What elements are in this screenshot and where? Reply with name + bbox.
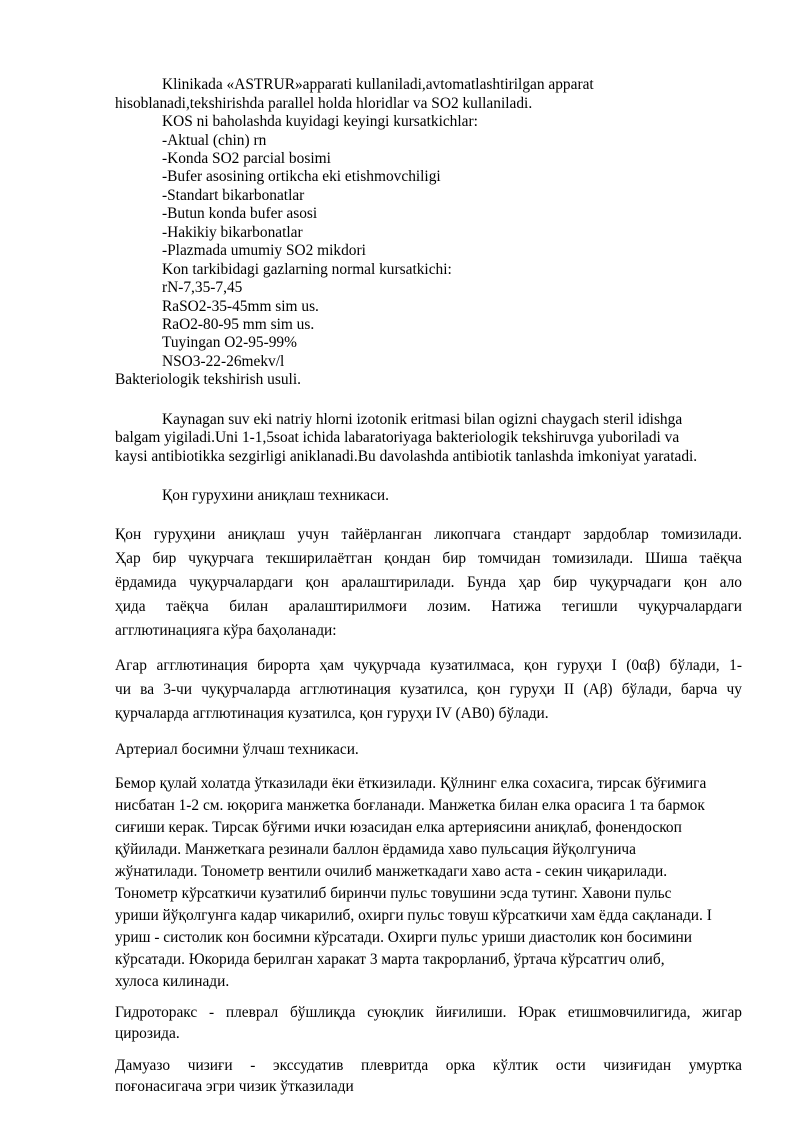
blood-group-line: Агар агглютинация бирорта ҳам чуқурчада кузатилмаса, қон гуруҳи I (0αβ) бўлади, 1- <box>115 657 742 674</box>
blood-group-line: қурчаларда агглютинация кузатилса, қон гуруҳи IV (AB0) бўлади. <box>115 705 549 722</box>
blood-pressure-line: нисбатан 1-2 см. юқорига манжетка боғланади. Манжетка билан елка орасига 1 та бармок <box>115 797 705 814</box>
blood-pressure-line: уриши йўқолгунга кадар чикарилиб, охирги пульс товуш кўрсаткичи хам ёдда сақланади. I <box>115 907 712 924</box>
blood-pressure-line: уриш - систолик кон босимни кўрсатади. Охирги пульс уриши диастолик кон босимини <box>115 929 693 946</box>
blood-group-line: Ҳар бир чуқурчага текширилаётган қондан бир томчидан томизилади. Шиша таёқча <box>115 550 742 567</box>
norms-item: RaO2-80-95 mm sim us. <box>162 316 315 333</box>
intro-line-1: Klinikada «ASTRUR»apparati kullaniladi,avtomatlashtirilgan apparat <box>162 76 594 93</box>
hydrothorax-line: Гидроторакс - плеврал бўшлиқда суюқлик йиғилиши. Юрак етишмовчилигида, жигар <box>115 1004 742 1021</box>
bacterio-heading: Bakteriologik tekshirish usuli. <box>115 371 301 388</box>
blood-pressure-heading: Артериал босимни ўлчаш техникаси. <box>115 741 359 758</box>
damoiseau-line: поғонасигача эгри чизик ўтказилади <box>115 1078 354 1095</box>
blood-group-line: чи ва 3-чи чуқурчаларда агглютинация кузатилса, қон гуруҳи II (Аβ) бўлади, барча чу <box>115 681 742 698</box>
blood-pressure-line: хулоса килинади. <box>115 973 230 990</box>
kos-item: -Standart bikarbonatlar <box>162 187 305 204</box>
kos-item: -Aktual (chin) rn <box>162 132 267 149</box>
hydrothorax-line: цирозида. <box>115 1025 180 1042</box>
kos-heading: KOS ni baholashda kuyidagi keyingi kursatkichlar: <box>162 113 478 130</box>
norms-heading: Kon tarkibidagi gazlarning normal kursatkichi: <box>162 261 452 278</box>
norms-item: RaSO2-35-45mm sim us. <box>162 298 319 315</box>
blood-group-line: Қон гуруҳини аниқлаш учун тайёрланган ликопчага стандарт зардоблар томизилади. <box>115 526 742 543</box>
blood-pressure-line: Тонометр кўрсаткичи кузатилиб биринчи пульс товушини эсда тутинг. Хавони пульс <box>115 885 672 902</box>
kos-item: -Plazmada umumiy SO2 mikdori <box>162 242 366 259</box>
blood-pressure-line: Бемор қулай холатда ўтказилади ёки ёткизилади. Қўлнинг елка сохасига, тирсак бўғимига <box>115 775 707 792</box>
blood-group-line: ёрдамида чуқурчалардаги қон аралаштирилади. Бунда ҳар бир чуқурчадаги қон ало <box>115 574 742 591</box>
bacterio-line: kaysi antibiotikka sezgirligi aniklanadi.Bu davolashda antibiotik tanlashda imkoniyat yaratadi. <box>115 448 698 465</box>
blood-pressure-line: сиғиши керак. Тирсак бўғими ички юзасидан елка артериясини аниқлаб, фонендоскоп <box>115 819 682 836</box>
blood-group-heading: Қон гурухини аниқлаш техникаси. <box>162 487 389 504</box>
blood-pressure-line: кўрсатади. Юкорида берилган харакат 3 марта такрорланиб, ўртача кўрсатгич олиб, <box>115 951 665 968</box>
norms-item: NSO3-22-26mekv/l <box>162 353 285 370</box>
bacterio-line: Kaynagan suv eki natriy hlorni izotonik eritmasi bilan ogizni chaygach steril idishga <box>162 411 683 428</box>
blood-pressure-line: қўйилади. Манжеткага резинали баллон ёрдамида хаво пульсация йўқолгунича <box>115 841 636 858</box>
damoiseau-line: Дамуазо чизиғи - экссудатив плевритда орка кўлтик ости чизиғидан умуртка <box>115 1057 742 1074</box>
intro-line-2: hisoblanadi,tekshirishda parallel holda hloridlar va SO2 kullaniladi. <box>115 95 533 112</box>
blood-group-line: агглютинацияга кўра баҳоланади: <box>115 622 337 639</box>
kos-item: -Butun konda bufer asosi <box>162 205 318 222</box>
norms-item: Tuyingan O2-95-99% <box>162 334 297 351</box>
bacterio-line: balgam yigiladi.Uni 1-1,5soat ichida labaratoriyaga bakteriologik tekshiruvga yuboriladi va <box>115 429 680 446</box>
kos-item: -Bufer asosining ortikcha eki etishmovchiligi <box>162 168 441 185</box>
blood-pressure-line: жўнатилади. Тонометр вентили очилиб манжеткадаги хаво аста - секин чиқарилади. <box>115 863 668 880</box>
kos-item: -Konda SO2 parcial bosimi <box>162 150 331 167</box>
kos-item: -Hakikiy bikarbonatlar <box>162 224 303 241</box>
norms-item: rN-7,35-7,45 <box>162 279 243 296</box>
blood-group-line: ҳида таёқча билан аралаштирилмоғи лозим. Натижа тегишли чуқурчалардаги <box>115 598 742 615</box>
